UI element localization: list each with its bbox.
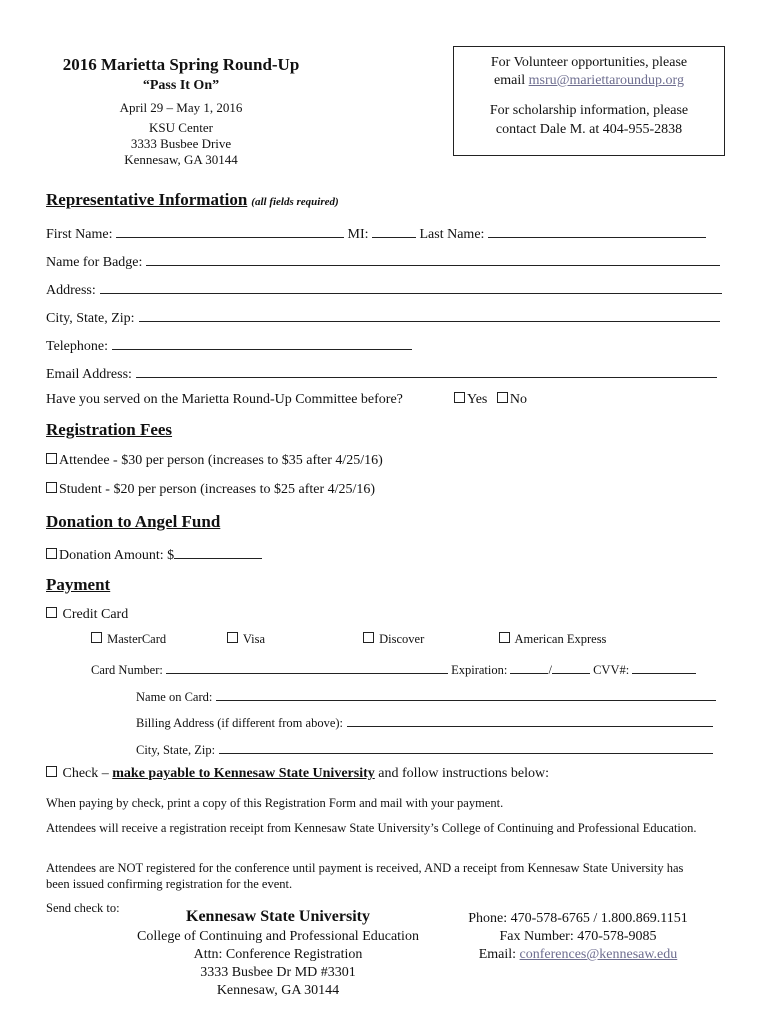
check-label: Check – (62, 766, 109, 781)
fees-heading: Registration Fees (46, 420, 173, 439)
mailing-org: Kennesaw State University (186, 908, 370, 925)
mastercard-checkbox[interactable] (91, 632, 102, 643)
instruction-registration: Attendees are NOT registered for the conference until payment is received, AND a receipt from Kennesaw State University has been issued confirming registration for the event. (46, 861, 684, 891)
badge-label: Name for Badge: (46, 255, 143, 270)
name-on-card-field[interactable] (216, 686, 716, 701)
address-label: Address: (46, 283, 96, 298)
instruction-receipt: Attendees will receive a registration receipt from Kennesaw State University’s College of Continuing and Professional Education. (46, 821, 697, 835)
email-label: Email Address: (46, 367, 132, 382)
event-dates: April 29 – May 1, 2016 (119, 100, 243, 115)
amex-label: American Express (514, 632, 607, 646)
volunteer-email-link[interactable]: msru@mariettaroundup.org (528, 73, 684, 88)
check-checkbox[interactable] (46, 766, 57, 777)
check-option (46, 766, 549, 782)
card-number-label: Card Number: (91, 663, 163, 677)
first-name-label: First Name: (46, 227, 113, 242)
committee-question: Have you served on the Marietta Round-Up Committee before? (46, 392, 403, 407)
name-row (46, 223, 722, 243)
event-city: Kennesaw, GA 30144 (124, 152, 238, 167)
representative-heading: Representative Information (46, 190, 248, 209)
city-field[interactable] (139, 307, 720, 322)
ksu-email-row (448, 947, 708, 963)
mailing-attn: Attn: Conference Registration (193, 947, 363, 962)
mailing-street: 3333 Busbee Dr MD #3301 (200, 965, 356, 980)
check-payable-note: make payable to Kennesaw State University (112, 766, 375, 781)
attendee-checkbox[interactable] (46, 453, 57, 464)
card-type-visa (227, 632, 265, 647)
credit-card-checkbox[interactable] (46, 607, 57, 618)
card-type-discover (363, 632, 424, 647)
volunteer-line: For Volunteer opportunities, please (490, 55, 688, 70)
expiration-year-field[interactable] (552, 659, 590, 674)
check-suffix: and follow instructions below: (378, 766, 549, 781)
send-check-label: Send check to: (46, 901, 120, 915)
donation-checkbox[interactable] (46, 548, 57, 559)
last-name-label: Last Name: (419, 227, 485, 242)
email-row (46, 363, 717, 383)
attendee-label: Attendee - $30 per person (increases to $35 after 4/25/16) (59, 453, 383, 468)
no-checkbox[interactable] (497, 392, 508, 403)
student-checkbox[interactable] (46, 482, 57, 493)
committee-options (454, 392, 527, 408)
card-type-mastercard (91, 632, 166, 647)
mailing-dept: College of Continuing and Professional Education (137, 929, 419, 944)
expiration-separator: / (548, 663, 552, 677)
city-row (46, 307, 720, 327)
address-row (46, 279, 722, 299)
volunteer-email-prefix: email (494, 73, 526, 88)
telephone-row (46, 335, 412, 355)
student-option (46, 482, 375, 498)
volunteer-email-line (454, 73, 724, 89)
mastercard-label: MasterCard (107, 632, 167, 646)
instruction-print: When paying by check, print a copy of this Registration Form and mail with your payment. (46, 796, 504, 810)
representative-note: (all fields required) (251, 196, 339, 208)
representative-heading-row (46, 190, 339, 210)
mi-field[interactable] (372, 223, 416, 238)
discover-label: Discover (379, 632, 425, 646)
address-field[interactable] (100, 279, 722, 294)
billing-city-row (136, 739, 713, 758)
billing-address-label: Billing Address (if different from above): (136, 716, 344, 730)
ksu-email-link[interactable]: conferences@kennesaw.edu (519, 947, 678, 962)
event-street: 3333 Busbee Drive (130, 136, 232, 151)
badge-field[interactable] (146, 251, 720, 266)
badge-row (46, 251, 720, 271)
mailing-city: Kennesaw, GA 30144 (216, 983, 340, 998)
name-on-card-label: Name on Card: (136, 690, 213, 704)
yes-label: Yes (467, 392, 488, 407)
first-name-field[interactable] (116, 223, 344, 238)
city-label: City, State, Zip: (46, 311, 135, 326)
no-label: No (509, 392, 527, 407)
student-label: Student - $20 per person (increases to $25 after 4/25/16) (59, 482, 376, 497)
credit-card-label: Credit Card (62, 607, 129, 622)
name-on-card-row (136, 686, 716, 705)
ksu-phone: Phone: 470-578-6765 / 1.800.869.1151 (468, 911, 688, 926)
mi-label: MI: (347, 227, 369, 242)
donation-heading: Donation to Angel Fund (46, 512, 221, 531)
card-type-amex (499, 632, 606, 647)
telephone-field[interactable] (112, 335, 412, 350)
visa-label: Visa (242, 632, 266, 646)
ksu-email-label: Email: (478, 947, 517, 962)
credit-card-option (46, 607, 128, 623)
donation-label: Donation Amount: $ (59, 548, 175, 563)
event-venue: KSU Center (149, 120, 213, 135)
payment-heading: Payment (46, 575, 111, 594)
expiration-label: Expiration: (451, 663, 508, 677)
billing-address-field[interactable] (347, 712, 713, 727)
cvv-field[interactable] (632, 659, 696, 674)
visa-checkbox[interactable] (227, 632, 238, 643)
donation-row (46, 544, 262, 564)
discover-checkbox[interactable] (363, 632, 374, 643)
card-number-row (91, 659, 696, 678)
card-number-field[interactable] (166, 659, 448, 674)
event-theme: “Pass It On” (142, 78, 220, 93)
billing-city-label: City, State, Zip: (136, 743, 216, 757)
cvv-label: CVV#: (593, 663, 630, 677)
scholarship-contact: contact Dale M. at 404-955-2838 (495, 122, 683, 137)
last-name-field[interactable] (488, 223, 706, 238)
yes-checkbox[interactable] (454, 392, 465, 403)
donation-amount-field[interactable] (174, 544, 262, 559)
event-title: 2016 Marietta Spring Round-Up (62, 55, 300, 74)
scholarship-line: For scholarship information, please (489, 103, 689, 118)
email-field[interactable] (136, 363, 717, 378)
expiration-month-field[interactable] (510, 659, 548, 674)
telephone-label: Telephone: (46, 339, 108, 354)
contact-box (453, 46, 725, 156)
ksu-fax: Fax Number: 470-578-9085 (499, 929, 657, 944)
amex-checkbox[interactable] (499, 632, 510, 643)
billing-address-row (136, 712, 713, 731)
attendee-option (46, 453, 383, 469)
billing-city-field[interactable] (219, 739, 713, 754)
